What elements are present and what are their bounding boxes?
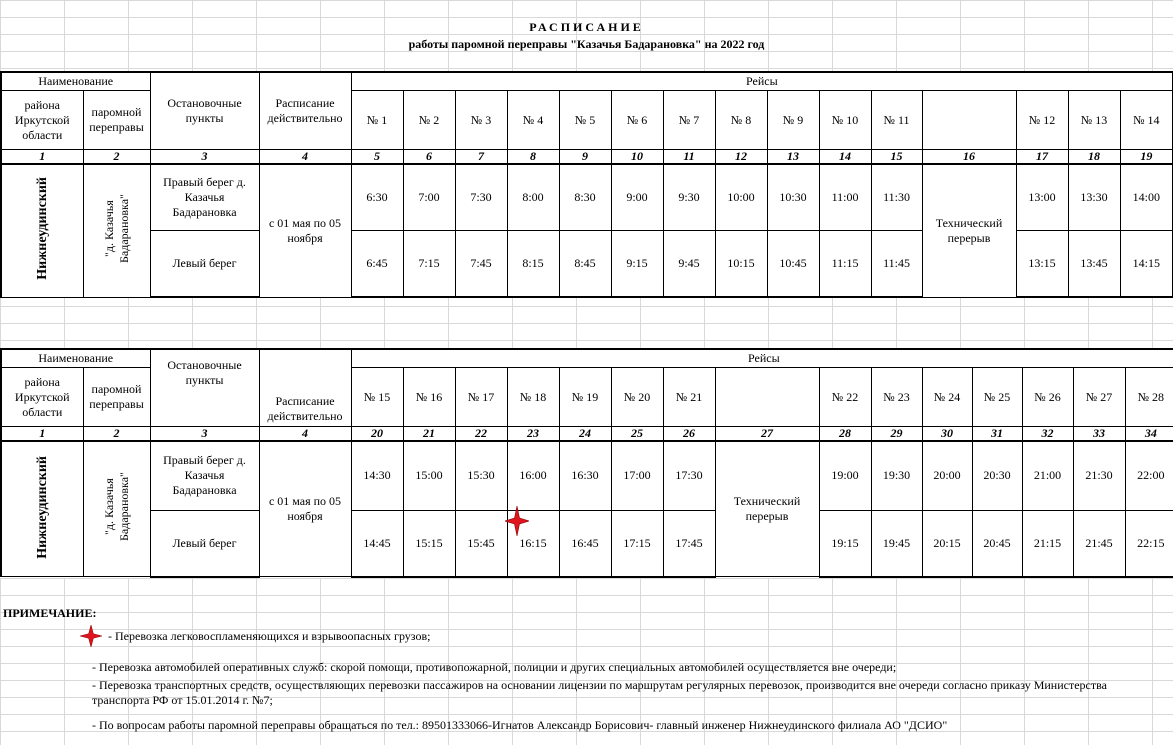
notes-item-emergency: - Перевозка автомобилей оперативных служб: скорой помощи, противопожарной, полиции и других специальных автомобилей осуществляется вне очереди;: [92, 660, 897, 674]
time-cell: 9:15: [611, 231, 663, 298]
header-naimenovanie: Наименование: [1, 72, 150, 91]
time-cell: 7:00: [403, 164, 455, 231]
column-number: 10: [611, 150, 663, 165]
red-star-icon: [505, 506, 529, 536]
column-number: 16: [922, 150, 1016, 165]
notes-star-item: [80, 625, 1173, 647]
time-cell: 14:45: [351, 510, 403, 577]
trip-header: № 28: [1125, 368, 1173, 427]
trip-header: № 23: [871, 368, 922, 427]
crossing-cell: [83, 441, 150, 577]
column-number: 17: [1016, 150, 1068, 165]
district-name: Нижнеудинский: [34, 455, 50, 559]
header-reysy: Рейсы: [351, 349, 1173, 368]
time-cell: 9:45: [663, 231, 715, 298]
trip-header: № 2: [403, 91, 455, 150]
time-cell: 15:15: [403, 510, 455, 577]
header-paromnoy: паромной переправы: [83, 91, 150, 150]
header-naimenovanie: Наименование: [1, 349, 150, 368]
trip-header: № 24: [922, 368, 972, 427]
trip-header: № 18: [507, 368, 559, 427]
header-ostanovochnye: Остановочные пункты: [150, 72, 259, 150]
time-cell: 7:15: [403, 231, 455, 298]
column-number: 32: [1022, 427, 1073, 442]
time-cell: 10:15: [715, 231, 767, 298]
trip-header: № 13: [1068, 91, 1120, 150]
trip-header: № 8: [715, 91, 767, 150]
time-cell: 11:45: [871, 231, 922, 298]
time-cell: 22:15: [1125, 510, 1173, 577]
red-star-icon: [80, 625, 102, 647]
trip-header: № 22: [819, 368, 871, 427]
trip-header: № 20: [611, 368, 663, 427]
column-number: 2: [83, 427, 150, 442]
trip-header: № 26: [1022, 368, 1073, 427]
column-number: 3: [150, 427, 259, 442]
trip-header: № 25: [972, 368, 1022, 427]
column-number: 24: [559, 427, 611, 442]
time-cell: 9:00: [611, 164, 663, 231]
column-number: 23: [507, 427, 559, 442]
time-cell: 22:00: [1125, 441, 1173, 510]
time-cell: 16:45: [559, 510, 611, 577]
column-number: 25: [611, 427, 663, 442]
trip-header: № 21: [663, 368, 715, 427]
page-subtitle: работы паромной переправы "Казачья Бадарановка" на 2022 год: [408, 37, 765, 51]
time-cell: 21:45: [1073, 510, 1125, 577]
crossing-name: "д. Казачья Бадарановка": [101, 472, 131, 542]
time-cell: 20:15: [922, 510, 972, 577]
column-number: 9: [559, 150, 611, 165]
page-title: РАСПИСАНИЕ: [529, 20, 644, 34]
column-number: 13: [767, 150, 819, 165]
stop-left-bank: Левый берег: [150, 231, 259, 298]
schedule-table-2: [0, 348, 1173, 578]
stop-left-bank: Левый берег: [150, 510, 259, 577]
time-cell: 9:30: [663, 164, 715, 231]
notes-item-passenger: - Перевозка транспортных средств, осуществляющих перевозки пассажиров на основании лицензии по маршрутам регулярных перевозок, производится вне очереди согласно приказу Министерства транспорта РФ от 15.01.2014 г. №7;: [92, 678, 1107, 707]
column-number: 33: [1073, 427, 1125, 442]
trip-header-empty: [922, 91, 1016, 150]
technical-break: Технический перерыв: [715, 441, 819, 577]
time-cell: 8:00: [507, 164, 559, 231]
time-cell: 11:15: [819, 231, 871, 298]
time-cell: 14:30: [351, 441, 403, 510]
trip-header: № 3: [455, 91, 507, 150]
time-cell: 7:45: [455, 231, 507, 298]
trip-header-empty: [715, 368, 819, 427]
header-rayon: района Иркутской области: [1, 368, 83, 427]
time-cell: 20:00: [922, 441, 972, 510]
time-cell: 17:00: [611, 441, 663, 510]
notes-star-text: - Перевозка легковоспламеняющихся и взрывоопасных грузов;: [108, 628, 431, 643]
time-cell: 19:15: [819, 510, 871, 577]
time-cell: 20:45: [972, 510, 1022, 577]
time-cell: 21:30: [1073, 441, 1125, 510]
trip-header: № 12: [1016, 91, 1068, 150]
column-number: 15: [871, 150, 922, 165]
trip-header: № 4: [507, 91, 559, 150]
crossing-name: "д. Казачья Бадарановка": [101, 194, 131, 264]
column-number: 12: [715, 150, 767, 165]
trip-header: № 14: [1120, 91, 1173, 150]
time-cell: 13:00: [1016, 164, 1068, 231]
district-name: Нижнеудинский: [34, 177, 50, 281]
column-number: 19: [1120, 150, 1173, 165]
column-number: 14: [819, 150, 871, 165]
district-cell: [1, 441, 83, 577]
time-cell: 11:30: [871, 164, 922, 231]
time-cell: 13:15: [1016, 231, 1068, 298]
column-number: 29: [871, 427, 922, 442]
header-ostanovochnye: Остановочные пункты: [150, 349, 259, 427]
column-number: 5: [351, 150, 403, 165]
trip-header: № 6: [611, 91, 663, 150]
column-number: 22: [455, 427, 507, 442]
column-number: 27: [715, 427, 819, 442]
notes-heading: ПРИМЕЧАНИЕ:: [3, 606, 97, 620]
trip-header: № 15: [351, 368, 403, 427]
time-cell: 7:30: [455, 164, 507, 231]
time-cell: 17:45: [663, 510, 715, 577]
time-cell: 16:30: [559, 441, 611, 510]
stop-right-bank: Правый берег д. Казачья Бадарановка: [150, 441, 259, 510]
column-number: 3: [150, 150, 259, 165]
trip-header: № 11: [871, 91, 922, 150]
time-cell: 20:30: [972, 441, 1022, 510]
time-cell: 17:15: [611, 510, 663, 577]
time-cell: 16:15: [507, 510, 559, 577]
validity-period: с 01 мая по 05 ноября: [259, 164, 351, 297]
column-number: 11: [663, 150, 715, 165]
header-raspisanie: Расписание действительно: [259, 349, 351, 427]
time-cell: 15:30: [455, 441, 507, 510]
trip-header: № 27: [1073, 368, 1125, 427]
time-cell: 17:30: [663, 441, 715, 510]
column-number: 21: [403, 427, 455, 442]
time-cell: 15:45: [455, 510, 507, 577]
time-cell: 19:30: [871, 441, 922, 510]
technical-break: Технический перерыв: [922, 164, 1016, 297]
time-cell: 6:30: [351, 164, 403, 231]
notes-item-contact: - По вопросам работы паромной переправы обращаться по тел.: 89501333066-Игнатов Александр Борисович- главный инженер Нижнеудинского филиала АО "ДСИО": [92, 718, 948, 732]
header-rayon: района Иркутской области: [1, 91, 83, 150]
time-cell: 21:00: [1022, 441, 1073, 510]
stop-right-bank: Правый берег д. Казачья Бадарановка: [150, 164, 259, 231]
header-paromnoy: паромной переправы: [83, 368, 150, 427]
time-cell: 10:00: [715, 164, 767, 231]
column-number: 30: [922, 427, 972, 442]
trip-header: № 16: [403, 368, 455, 427]
trip-header: № 19: [559, 368, 611, 427]
column-number: 7: [455, 150, 507, 165]
time-cell: 19:45: [871, 510, 922, 577]
trip-header: № 7: [663, 91, 715, 150]
trip-header: № 1: [351, 91, 403, 150]
header-raspisanie: Расписание действительно: [259, 72, 351, 150]
column-number: 34: [1125, 427, 1173, 442]
time-cell: 13:45: [1068, 231, 1120, 298]
schedule-table-1: [0, 71, 1173, 298]
column-number: 4: [259, 150, 351, 165]
validity-period: с 01 мая по 05 ноября: [259, 441, 351, 577]
column-number: 26: [663, 427, 715, 442]
trip-header: № 5: [559, 91, 611, 150]
column-number: 1: [1, 427, 83, 442]
time-cell: 11:00: [819, 164, 871, 231]
time-cell: 19:00: [819, 441, 871, 510]
time-cell: 14:00: [1120, 164, 1173, 231]
district-cell: [1, 164, 83, 297]
trip-header: № 10: [819, 91, 871, 150]
time-cell: 8:30: [559, 164, 611, 231]
column-number: 1: [1, 150, 83, 165]
header-reysy: Рейсы: [351, 72, 1173, 91]
time-cell: 10:30: [767, 164, 819, 231]
time-cell: 8:45: [559, 231, 611, 298]
column-number: 28: [819, 427, 871, 442]
time-cell: 13:30: [1068, 164, 1120, 231]
column-number: 6: [403, 150, 455, 165]
column-number: 4: [259, 427, 351, 442]
time-cell: 16:00: [507, 441, 559, 510]
time-cell: 6:45: [351, 231, 403, 298]
time-cell: 21:15: [1022, 510, 1073, 577]
column-number: 18: [1068, 150, 1120, 165]
time-cell: 8:15: [507, 231, 559, 298]
column-number: 2: [83, 150, 150, 165]
time-cell: 15:00: [403, 441, 455, 510]
time-cell: 14:15: [1120, 231, 1173, 298]
column-number: 8: [507, 150, 559, 165]
trip-header: № 17: [455, 368, 507, 427]
column-number: 20: [351, 427, 403, 442]
crossing-cell: [83, 164, 150, 297]
time-cell: 10:45: [767, 231, 819, 298]
column-number: 31: [972, 427, 1022, 442]
trip-header: № 9: [767, 91, 819, 150]
